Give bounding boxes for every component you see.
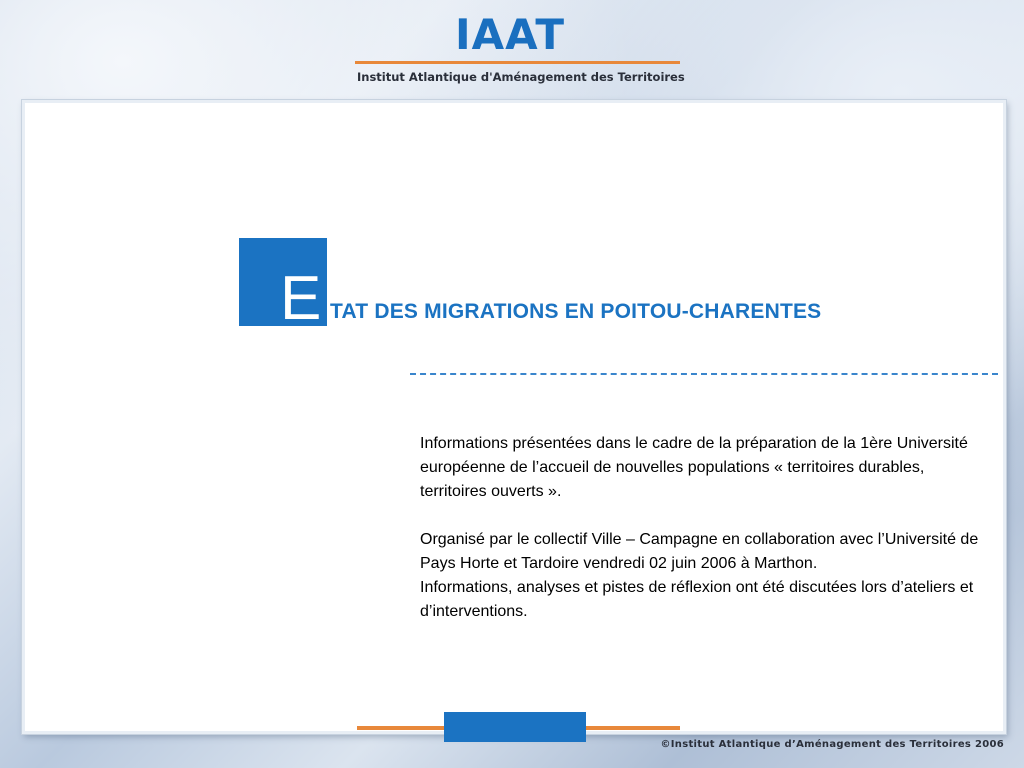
title-divider bbox=[410, 373, 998, 375]
organization-name: Institut Atlantique d'Aménagement des Territoires bbox=[357, 70, 685, 84]
paragraph-spacer bbox=[420, 504, 985, 528]
body-paragraph-organized: Organisé par le collectif Ville – Campagne en collaboration avec l’Université de Pays Horte et Tardoire vendredi 02 juin 2006 à Marthon. bbox=[420, 531, 979, 572]
slide-title: TAT DES MIGRATIONS EN POITOU-CHARENTES bbox=[330, 300, 822, 323]
title-initial-letter: E bbox=[280, 264, 322, 333]
body-paragraph-intro: Informations présentées dans le cadre de la préparation de la 1ère Université européenne de l’accueil de nouvelles populations « territoires durables, territoires ouverts ». bbox=[420, 435, 968, 500]
logo-wordmark: IAAT bbox=[455, 10, 566, 59]
footer-blue-block bbox=[444, 712, 586, 742]
body-paragraph-discussions: Informations, analyses et pistes de réflexion ont été discutées lors d’ateliers et d’interventions. bbox=[420, 579, 974, 620]
logo-underline bbox=[355, 61, 680, 64]
header-logo bbox=[355, 8, 685, 88]
footer-copyright: ©Institut Atlantique d’Aménagement des Territoires 2006 bbox=[660, 739, 1004, 750]
slide-body bbox=[420, 432, 985, 624]
slide-card bbox=[22, 100, 1006, 734]
